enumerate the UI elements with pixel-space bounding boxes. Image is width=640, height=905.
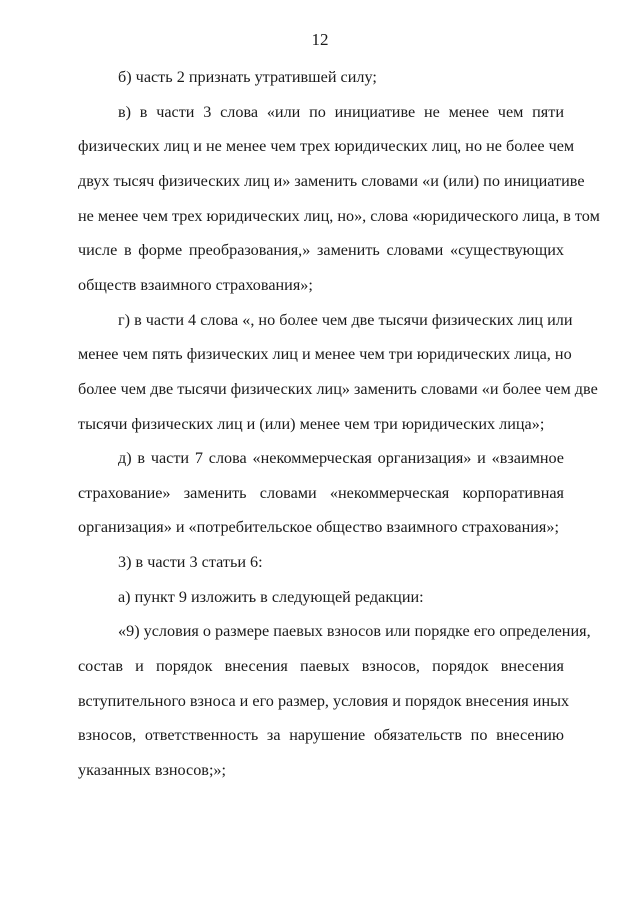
paragraph-d-line-1: д) в части 7 слова «некоммерческая организация» и «взаимное [118,449,564,467]
paragraph-v-line-2: физических лиц и не менее чем трех юридических лиц, но не более чем [78,137,575,155]
paragraph-v-line-1: в) в части 3 слова «или по инициативе не менее чем пяти [118,103,564,121]
page-number: 12 [311,30,329,49]
paragraph-v-line-4: не менее чем трех юридических лиц, но», слова «юридического лица, в том [78,207,600,225]
paragraph-v-line-3: двух тысяч физических лиц и» заменить словами «и (или) по инициативе [78,172,585,190]
item-a-line-1: а) пункт 9 изложить в следующей редакции: [118,588,424,606]
quote-9-line-2: состав и порядок внесения паевых взносов, порядок внесения [78,657,564,675]
item-3-line-1: 3) в части 3 статьи 6: [118,553,263,571]
quote-9-line-4: взносов, ответственность за нарушение обязательств по внесению [78,726,564,744]
paragraph-d-line-3: организация» и «потребительское общество взаимного страхования»; [78,518,559,536]
paragraph-g-line-4: тысячи физических лиц и (или) менее чем три юридических лица»; [78,415,545,433]
quote-9-line-3: вступительного взноса и его размер, условия и порядок внесения иных [78,692,570,710]
paragraph-v-line-6: обществ взаимного страхования»; [78,276,313,294]
paragraph-v-line-5: числе в форме преобразования,» заменить словами «существующих [78,241,564,259]
paragraph-g-line-3: более чем две тысячи физических лиц» заменить словами «и более чем две [78,380,598,398]
paragraph-b-line-1: б) часть 2 признать утратившей силу; [118,68,377,86]
quote-9-line-5: указанных взносов;»; [78,761,227,779]
quote-9-line-1: «9) условия о размере паевых взносов или порядке его определения, [118,622,591,640]
paragraph-g-line-1: г) в части 4 слова «, но более чем две тысячи физических лиц или [118,311,573,329]
paragraph-d-line-2: страхование» заменить словами «некоммерческая корпоративная [78,484,564,502]
paragraph-g-line-2: менее чем пять физических лиц и менее чем три юридических лица, но [78,345,572,363]
